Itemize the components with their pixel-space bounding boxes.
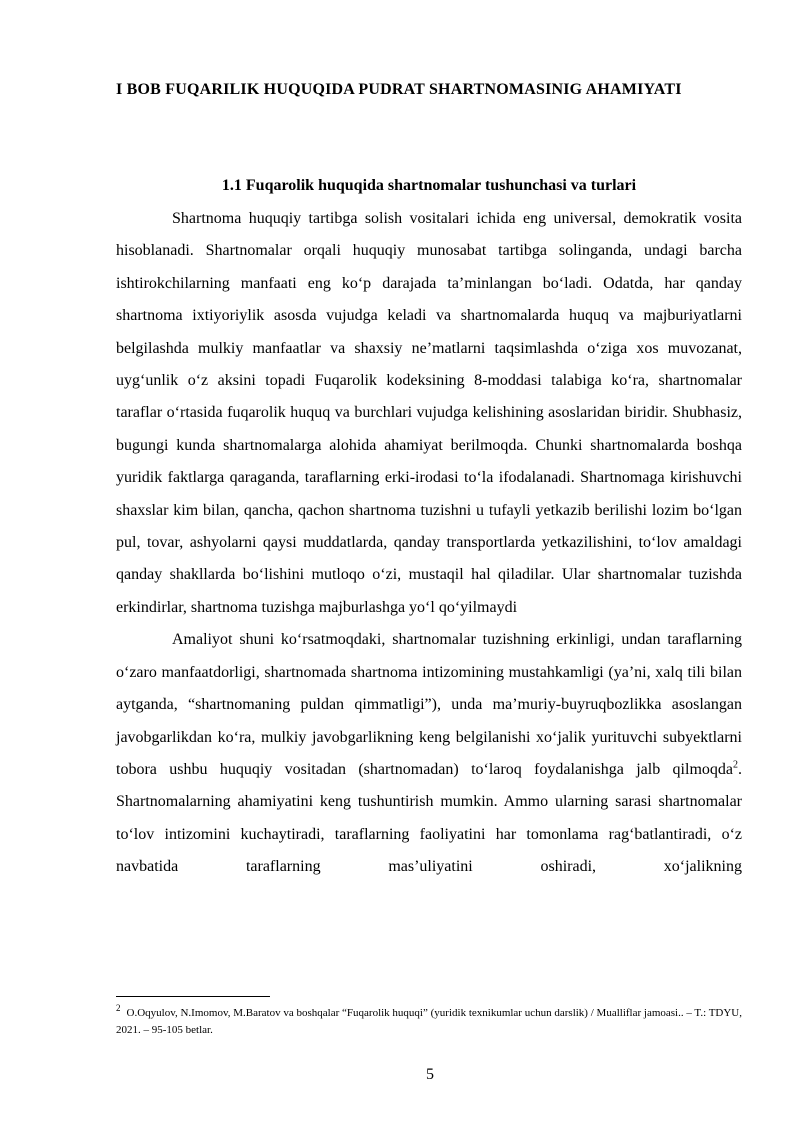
footnote-text: O.Oqyulov, N.Imomov, M.Baratov va boshqalar “Fuqarolik huquqi” (yuridik texnikumlar uchun darslik) / Mualliflar jamoasi.. – T.: TDYU, 2021. – 95-105 betlar.	[116, 1007, 742, 1036]
paragraph-1: Shartnoma huquqiy tartibga solish vositalari ichida eng universal, demokratik vosita hisoblanadi. Shartnomalar orqali huquqiy munosabat tartibga solinganda, undagi barcha ishtirokchilarning manfaati eng ko‘p darajada ta’minlangan bo‘ladi. Odatda, har qanday shartnoma ixtiyoriylik asosda vujudga keladi va shartnomalarda huquq va majburiyatlarni belgilashda mulkiy manfaatlar va shaxsiy ne’matlarni taqsimlashda o‘ziga xos muvozanat, uyg‘unlik o‘z aksini topadi Fuqarolik kodeksining 8-moddasi talabiga ko‘ra, shartnomalar taraflar o‘rtasida fuqarolik huquq va burchlari vujudga kelishining asoslaridan biridir. Shubhasiz, bugungi kunda shartnomalarga alohida ahamiyat berilmoqda. Chunki shartnomalarda boshqa yuridik faktlarga qaraganda, taraflarning erki-irodasi to‘la ifodalanadi. Shartnomaga kirishuvchi shaxslar kim bilan, qancha, qachon shartnoma tuzishni u tufayli yetkazib berilishi lozim bo‘lgan pul, tovar, ashyolarni qaysi muddatlarda, qanday transportlarda yetkazilishini, to‘lov amaldagi qanday shakllarda bo‘lishini mutloqo o‘zi, mustaqil hal qiladilar. Ular shartnomalar tuzishda erkindirlar, shartnoma tuzishga majburlashga yo‘l qo‘yilmaydi	[116, 210, 742, 616]
footnote-separator	[116, 996, 270, 997]
section-title: 1.1 Fuqarolik huquqida shartnomalar tushunchasi va turlari	[221, 177, 637, 194]
paragraph-2-text-continued: . Shartnomalarning ahamiyatini keng tushuntirish mumkin. Ammo ularning sarasi shartnomalar to‘lov intizomini kuchaytiradi, taraflarning faoliyatini har tomonlama rag‘batlantiradi, o‘z navbatida taraflarning mas’uliyatini oshiradi, xo‘jalikning	[116, 760, 742, 876]
footnote	[116, 1005, 742, 1039]
body-text	[116, 203, 742, 884]
page-number: 5	[426, 1066, 434, 1083]
chapter-title: I BOB FUQARILIK HUQUQIDA PUDRAT SHARTNOMASINIG AHAMIYATI	[116, 81, 682, 98]
paragraph-2-text: Amaliyot shuni ko‘rsatmoqdaki, shartnomalar tuzishning erkinligi, undan taraflarning o‘zaro manfaatdorligi, shartnomada shartnoma intizomining mustahkamligi (ya’ni, xalq tili bilan aytganda, “shartnomaning puldan qimmatligi”), unda ma’muriy-buyruqbozlikka asoslangan javobgarlikdan ko‘ra, mulkiy javobgarlikning keng belgilanishi xo‘jalik yurituvchi subyektlarni tobora ushbu huquqiy vositadan (shartnomadan) to‘laroq foydalanishga jalb qilmoqda	[116, 631, 742, 778]
footnote-number: 2	[116, 1003, 121, 1014]
paragraph-2	[116, 624, 742, 883]
footnote-reference: 2	[733, 759, 738, 771]
